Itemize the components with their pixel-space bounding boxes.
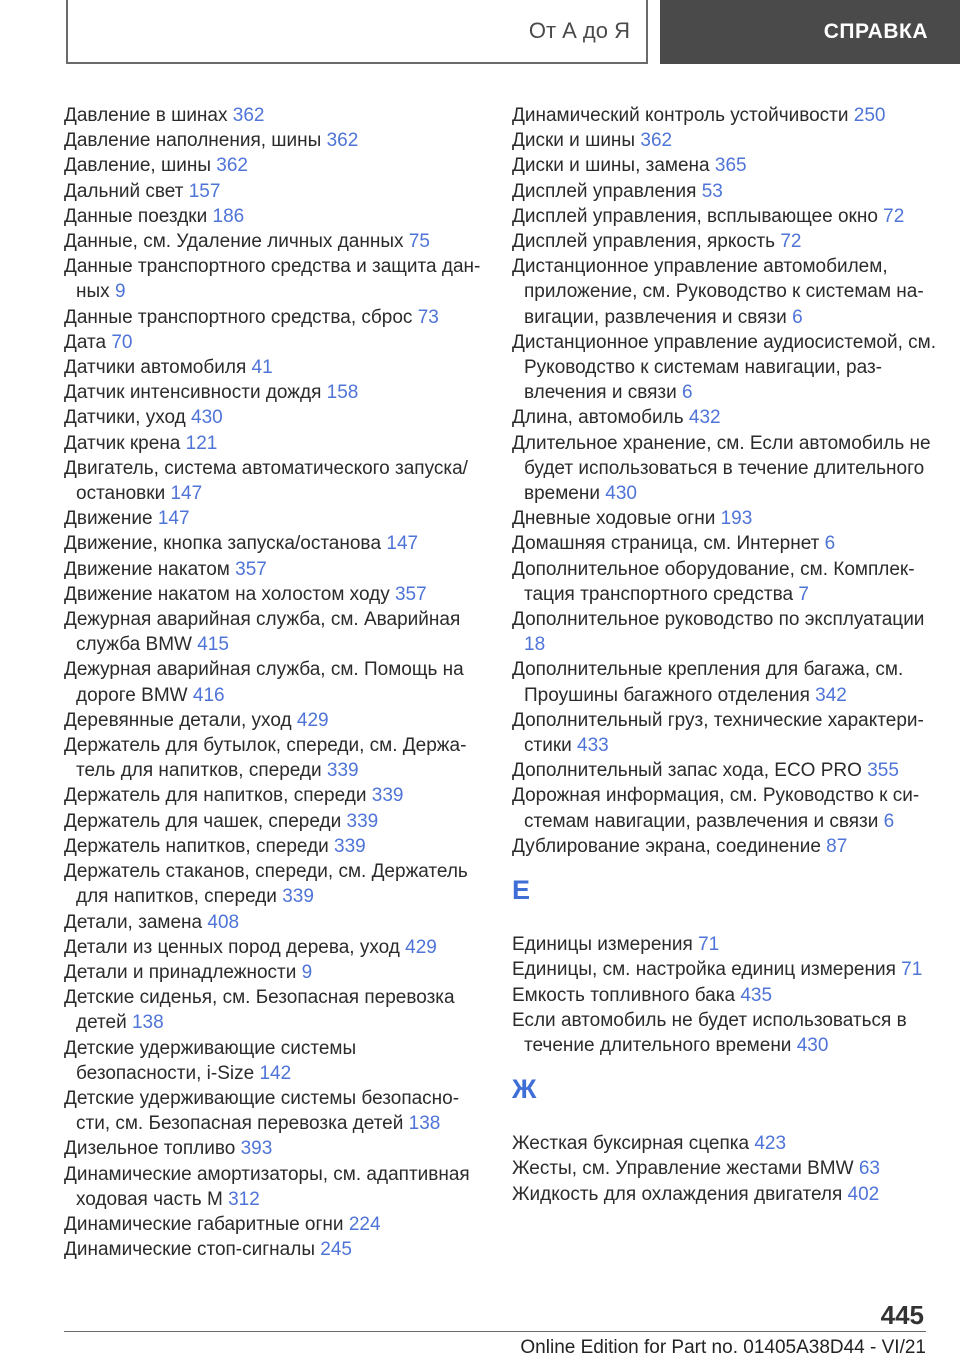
index-entry-text: Динамический контроль устойчивости [512,105,849,126]
index-entry [64,607,484,657]
page-reference-link[interactable]: 41 [251,357,273,379]
index-entry [64,380,484,405]
index-entry-text: Динамические амортизаторы, см. адаптивная ходовая часть M [64,1163,470,1210]
index-entry [512,708,937,758]
index-entry [64,557,484,582]
index-entry [64,783,484,808]
index-entry [512,758,937,783]
index-entry [64,809,484,834]
index-entry [512,834,937,859]
page-reference-link[interactable]: 193 [720,508,753,530]
page-reference-link[interactable]: 138 [131,1012,164,1034]
index-entry-text: Давление в шинах [64,105,228,126]
index-entry-text: Данные, см. Удаление личных данных [64,231,404,253]
index-entry [64,935,484,960]
index-entry [64,305,484,330]
index-entry-text: Датчик интенсивности дождя [64,382,322,404]
index-entry [512,1182,937,1207]
page-reference-link[interactable]: 245 [320,1239,352,1261]
index-entry [512,254,937,330]
index-entry [64,531,484,556]
page-reference-link[interactable]: 433 [577,735,609,757]
page-reference-link[interactable]: 224 [348,1213,381,1235]
page-reference-link[interactable]: 63 [858,1158,880,1180]
page-reference-link[interactable]: 72 [780,231,802,253]
index-entry-text: Дальний свет [64,180,184,202]
index-entry [64,1136,484,1161]
index-entry [64,1086,484,1136]
index-entry [512,1008,937,1058]
index-entry-text: Двигатель, система автоматического запуска/остановки [64,457,468,505]
index-entry-text: Детали, замена [64,911,203,933]
page-reference-link[interactable]: 158 [326,382,359,404]
page-reference-link[interactable]: 339 [371,785,404,807]
page-reference-link[interactable]: 430 [605,483,637,505]
index-entry-text: Движение [64,508,153,530]
page-number: 445 [880,1300,924,1330]
page-reference-link[interactable]: 147 [170,483,203,505]
index-entry-text: Если автомобиль не будет использоваться в течение длительного времени [512,1009,907,1056]
index-entry [64,254,484,304]
page-reference-link[interactable]: 416 [192,684,225,706]
page-reference-link[interactable]: 362 [640,130,673,152]
page-reference-link[interactable]: 430 [796,1034,829,1056]
index-entry-text: Давление, шины [64,155,211,177]
index-entry-text: Деревянные детали, уход [64,709,292,731]
index-entry [64,708,484,733]
index-entry-text: Дублирование экрана, соединение [512,835,821,857]
index-entry-text: Динамические габаритные огни [64,1213,344,1235]
index-entry [64,456,484,506]
index-entry [512,1156,937,1181]
index-entry-text: Дисплей управления, всплывающее окно [512,205,878,227]
index-entry-text: Дистанционное управление аудиосистемой, см. Руководство к системам навигации, раз‐влечения и связи [512,331,936,404]
index-entry-text: Жидкость для охлаждения двигателя [512,1183,843,1205]
index-entry [64,657,484,707]
page-reference-link[interactable]: 415 [197,634,229,656]
index-entry-text: Динамические стоп-сигналы [64,1239,315,1261]
index-entry-text: Емкость топливного бака [512,984,736,1006]
index-entry-text: Дежурная аварийная служба, см. Аварийная служба BMW [64,609,461,656]
page-reference-link[interactable]: 70 [111,331,133,353]
index-entry [512,957,937,982]
index-entry-text: Датчики, уход [64,407,186,429]
page-reference-link[interactable]: 147 [157,508,190,530]
page-reference-link[interactable]: 339 [346,810,379,832]
page-reference-link[interactable]: 393 [240,1138,273,1160]
index-entry-text: Дистанционное управление автомобилем, приложение, см. Руководство к системам на‐вигации, развлечения и связи [512,256,924,328]
index-entry [512,783,937,833]
index-entry-text: Движение, кнопка запуска/остановa [64,533,382,555]
index-group-zh [512,1131,937,1207]
header-tab[interactable] [66,0,648,64]
index-entry [512,531,937,556]
index-entry [512,557,937,607]
page-reference-link[interactable]: 357 [394,583,427,605]
page-reference-link[interactable]: 6 [883,810,895,832]
index-entry [512,330,937,406]
page-reference-link[interactable]: 408 [207,911,240,933]
index-entry-text: Жесты, см. Управление жестами BMW [512,1158,854,1180]
page-reference-link[interactable]: 429 [405,936,437,958]
index-entry [64,431,484,456]
page-reference-link[interactable]: 355 [867,760,899,782]
index-entry-text: Дополнительный запас хода, ECO PRO [512,760,862,782]
page-reference-link[interactable]: 71 [698,934,720,956]
index-entry-text: Детские сиденья, см. Безопасная перевозка детей [64,987,455,1034]
page-reference-link[interactable]: 18 [524,634,546,656]
index-entry-text: Длительное хранение, см. Если автомобиль не будет использоваться в течение длительного времени [512,432,931,505]
page-reference-link[interactable]: 250 [853,105,886,126]
page-reference-link[interactable]: 432 [688,407,721,429]
index-entry [64,405,484,430]
index-entry [64,103,484,128]
index-entry-text: Дата [64,331,107,353]
index-entry-text: Длина, автомобиль [512,407,684,429]
index-entry-text: Датчики автомобиля [64,357,247,379]
index-group-e [512,932,937,1058]
page-reference-link[interactable]: 157 [188,180,221,202]
page-reference-link[interactable]: 9 [301,961,313,983]
index-entry-text: Данные поездки [64,205,208,227]
index-entry [512,607,937,657]
index-entry [64,960,484,985]
index-entry [64,506,484,531]
page-reference-link[interactable]: 73 [417,306,439,328]
index-entry [512,431,937,507]
index-entry [512,657,937,707]
header-section-label: СПРАВКА [823,20,928,43]
index-entry-text: Детские удерживающие системы безопасности, i-Size [64,1037,357,1084]
index-entry-text: Детали и принадлежности [64,961,297,983]
index-entry [64,204,484,229]
footer-divider [64,1331,926,1332]
page-reference-link[interactable]: 342 [815,684,847,706]
page-reference-link[interactable]: 430 [191,407,223,429]
page-reference-link[interactable]: 142 [259,1062,292,1084]
index-entry [64,1036,484,1086]
index-entry [512,179,937,204]
header-tab-label: От А до Я [528,18,630,43]
index-entry-text: Диски и шины [512,130,636,152]
index-entry-text: Движение накатом на холостом ходу [64,583,390,605]
page-reference-link[interactable]: 339 [334,835,366,857]
page-reference-link[interactable]: 72 [883,205,905,227]
index-entry [64,834,484,859]
page-reference-link[interactable]: 357 [235,558,267,580]
index-entry-text: Держатель для напитков, спереди [64,785,367,807]
page-reference-link[interactable]: 121 [185,432,218,454]
index-entry-text: Единицы, см. настройка единиц измерения [512,959,896,981]
page-reference-link[interactable]: 423 [754,1133,787,1155]
page-reference-link[interactable]: 7 [798,583,809,605]
index-column-left [64,103,484,1262]
page-reference-link[interactable]: 147 [386,533,419,555]
index-entry [512,405,937,430]
index-entry-text: Детские удерживающие системы безопасно‐сти, см. Безопасная перевозка детей [64,1087,460,1135]
index-entry-text: Дополнительное оборудование, см. Комплек‐тация транспортного средства [512,558,915,605]
index-entry-text: Дополнительное руководство по эксплуатации [512,609,925,631]
index-entry-text: Дневные ходовые огни [512,508,716,530]
index-letter-e: Е [512,875,531,906]
index-entry [512,1131,937,1156]
index-entry [64,582,484,607]
page-reference-link[interactable]: 339 [282,886,314,908]
page-reference-link[interactable]: 429 [296,709,329,731]
index-entry-text: Жесткая буксирная сцепка [512,1133,750,1155]
index-entry-text: Дизельное топливо [64,1138,236,1160]
index-entry [512,229,937,254]
page-reference-link[interactable]: 71 [901,959,923,981]
index-entry [512,153,937,178]
page-reference-link[interactable]: 312 [228,1188,260,1210]
index-column-right [512,103,937,1207]
index-entry-text: Датчик крена [64,432,181,454]
index-entry-text: Давление наполнения, шины [64,130,322,152]
edition-footer: Online Edition for Part no. 01405A38D44 - VI/21 [520,1337,926,1358]
index-group-d [512,103,937,859]
index-entry-text: Данные транспортного средства и защита дан‐ных [64,256,481,303]
index-entry-text: Держатель напитков, спереди [64,835,329,857]
index-entry [64,1212,484,1237]
index-entry [64,985,484,1035]
index-entry [64,1162,484,1212]
page-reference-link[interactable]: 6 [682,382,693,404]
page-reference-link[interactable]: 435 [740,984,773,1006]
page-reference-link[interactable]: 53 [701,180,723,202]
index-entry-text: Дисплей управления, яркость [512,231,776,253]
index-entry [64,733,484,783]
index-entry-text: Дополнительный груз, технические характери‐стики [512,709,924,757]
index-entry-text: Держатель для бутылок, спереди, см. Держа‐тель для напитков, спереди [64,735,467,782]
index-letter-zh: Ж [512,1074,537,1105]
page-reference-link[interactable]: 87 [826,835,848,857]
page-reference-link[interactable]: 6 [824,533,836,555]
page-reference-link[interactable]: 339 [326,760,359,782]
index-entry-text: Домашняя страница, см. Интернет [512,533,820,555]
index-entry-text: Дисплей управления [512,180,697,202]
index-entry-text: Данные транспортного средства, сброс [64,306,413,328]
index-entry-text: Движение накатом [64,558,230,580]
index-entry-text: Дорожная информация, см. Руководство к си‐стемам навигации, развлечения и связи [512,785,920,832]
page-reference-link[interactable]: 362 [326,130,359,152]
index-entry [512,932,937,957]
index-entry [64,355,484,380]
index-entry [512,204,937,229]
page-reference-link[interactable]: 365 [714,155,747,177]
page-reference-link[interactable]: 186 [212,205,245,227]
page-reference-link[interactable]: 362 [232,105,265,126]
index-entry [64,179,484,204]
page-reference-link[interactable]: 138 [408,1113,441,1135]
index-entry [512,128,937,153]
index-entry-text: Держатель для чашек, спереди [64,810,342,832]
index-entry [64,1237,484,1262]
page-reference-link[interactable]: 75 [408,231,430,253]
header-section-badge[interactable] [660,0,960,64]
index-entry [64,153,484,178]
page-reference-link[interactable]: 9 [114,281,126,303]
index-entry [512,103,937,128]
index-entry [512,506,937,531]
index-entry [64,229,484,254]
index-entry-text: Дежурная аварийная служба, см. Помощь на дороге BMW [64,659,464,706]
index-entry-text: Единицы измерения [512,934,693,956]
index-entry-text: Дополнительные крепления для багажа, см. Проушины багажного отделения [512,659,904,706]
index-entry [64,128,484,153]
index-entry [64,330,484,355]
index-entry [64,859,484,909]
page-reference-link[interactable]: 402 [847,1183,880,1205]
index-entry [64,910,484,935]
index-entry [512,983,937,1008]
index-entry-text: Диски и шины, замена [512,155,710,177]
page-reference-link[interactable]: 6 [792,306,803,328]
index-entry-text: Держатель стаканов, спереди, см. Держатель для напитков, спереди [64,861,468,908]
index-entry-text: Детали из ценных пород дерева, уход [64,936,400,958]
page-reference-link[interactable]: 362 [216,155,248,177]
